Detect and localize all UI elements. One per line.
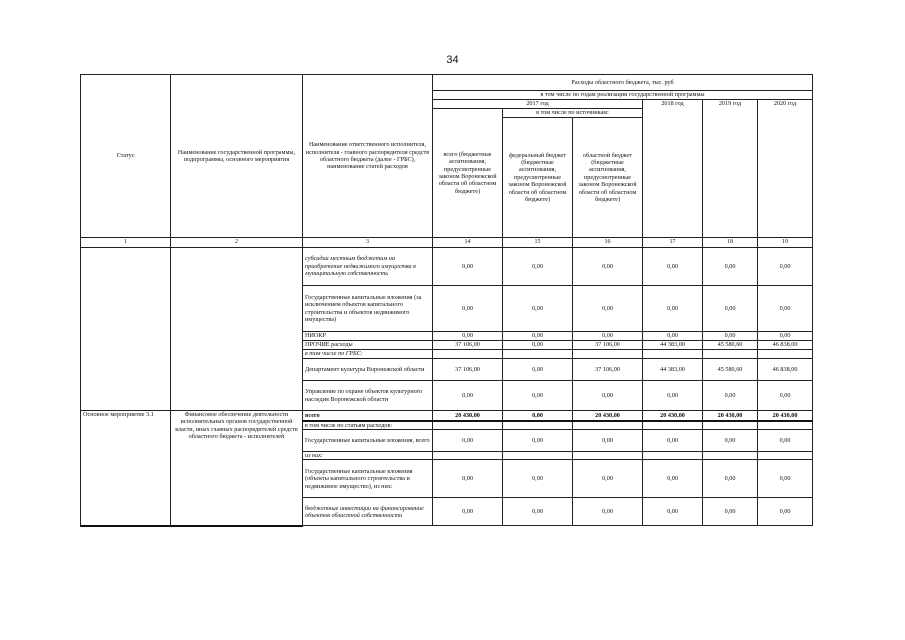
measure-status: Основное мероприятие 3.1	[81, 411, 171, 526]
cell-value	[758, 452, 813, 460]
colnum-3: 3	[303, 238, 433, 248]
cell-value: 0,00	[503, 381, 573, 411]
status-cell-empty	[81, 248, 171, 411]
row-label: Департамент культуры Воронежской области	[303, 359, 433, 381]
cell-value: 0,00	[758, 286, 813, 332]
cell-value: 37 106,00	[573, 359, 643, 381]
cell-value: 20 430,00	[643, 411, 703, 421]
row-label: из них:	[303, 452, 433, 460]
cell-value: 0,00	[643, 381, 703, 411]
cell-value: 20 430,00	[758, 411, 813, 421]
row-label: в том числе по ГРБС:	[303, 350, 433, 359]
cell-value	[643, 421, 703, 430]
row-label: ПРОЧИЕ расходы	[303, 341, 433, 350]
cell-value	[433, 452, 503, 460]
cell-value: 0,00	[503, 248, 573, 286]
cell-value: 0,00	[503, 341, 573, 350]
measure-name: Финансовое обеспечение деятельности исполнительных органов государственной власти, иных главных распорядителей средств областного бюджета - исполнителей	[171, 411, 303, 526]
header-by-years: в том числе по годам реализации государственной программы	[433, 91, 813, 100]
cell-value: 20 430,00	[703, 411, 758, 421]
colnum-17: 17	[643, 238, 703, 248]
cell-value: 0,00	[703, 332, 758, 341]
header-budget-title: Расходы областного бюджета, тыс. руб	[433, 75, 813, 91]
cell-value: 0,00	[758, 332, 813, 341]
header-federal-col: федеральный бюджет (бюджетные ассигнования, предусмотренные законом Воронежской области об областном бюджете)	[503, 118, 573, 238]
cell-value: 0,00	[703, 381, 758, 411]
header-program-name: Наименование государственной программы, подпрограммы, основного мероприятия	[171, 75, 303, 238]
cell-value: 0,00	[643, 430, 703, 452]
cell-value: 0,00	[573, 460, 643, 498]
cell-value: 0,00	[758, 381, 813, 411]
header-regional-col: областной бюджет (бюджетные ассигнования, предусмотренные законом Воронежской области об областном бюджете)	[573, 118, 643, 238]
row-label: Управление по охране объектов культурного наследия Воронежской области	[303, 381, 433, 411]
row-label: Государственные капитальные вложения, всего	[303, 430, 433, 452]
cell-value: 0,00	[703, 498, 758, 526]
row-label: Государственные капитальные вложения (за исключением объектов капитального строительства и объектов недвижимого имущества)	[303, 286, 433, 332]
cell-value: 44 383,00	[643, 341, 703, 350]
cell-value: 45 580,60	[703, 359, 758, 381]
cell-value: 0,00	[573, 430, 643, 452]
row-label: всего	[303, 411, 433, 421]
header-year-2018: 2018 год	[643, 100, 703, 238]
colnum-2: 2	[171, 238, 303, 248]
cell-value: 0,00	[433, 286, 503, 332]
cell-value	[503, 350, 573, 359]
cell-value: 0,00	[503, 498, 573, 526]
cell-value	[503, 421, 573, 430]
cell-value	[573, 452, 643, 460]
cell-value: 46 838,00	[758, 341, 813, 350]
program-cell-empty	[171, 248, 303, 411]
cell-value: 0,00	[503, 430, 573, 452]
cell-value: 0,00	[703, 460, 758, 498]
header-executor: Наименование ответственного исполнителя, исполнителя - главного распорядителя средств областного бюджета (далее - ГРБС), наименование статей расходов	[303, 75, 433, 238]
colnum-18: 18	[703, 238, 758, 248]
row-label: субсидии местным бюджетам на приобретение недвижимого имущества в муниципальную собственность	[303, 248, 433, 286]
cell-value	[573, 350, 643, 359]
budget-table	[80, 74, 813, 527]
page-number: 34	[446, 54, 459, 66]
cell-value: 0,00	[503, 332, 573, 341]
cell-value: 0,00	[758, 248, 813, 286]
cell-value: 0,00	[643, 460, 703, 498]
cell-value: 37 106,00	[433, 359, 503, 381]
colnum-19: 19	[758, 238, 813, 248]
colnum-14: 14	[433, 238, 503, 248]
cell-value: 46 838,00	[758, 359, 813, 381]
cell-value	[643, 350, 703, 359]
table-row	[81, 248, 813, 286]
row-label: бюджетные инвестиции на финансирование объектов областной собственности	[303, 498, 433, 526]
cell-value: 0,00	[703, 430, 758, 452]
cell-value: 0,00	[758, 430, 813, 452]
cell-value: 37 106,00	[433, 341, 503, 350]
cell-value: 0,00	[573, 332, 643, 341]
cell-value: 0,00	[503, 286, 573, 332]
cell-value: 0,00	[703, 286, 758, 332]
cell-value	[433, 350, 503, 359]
header-year-2019: 2019 год	[703, 100, 758, 238]
header-total-col: всего (бюджетные ассигнования, предусмотренные законом Воронежской области об областном бюджете)	[433, 109, 503, 238]
cell-value: 0,00	[573, 248, 643, 286]
cell-value: 0,00	[643, 332, 703, 341]
colnum-16: 16	[573, 238, 643, 248]
cell-value: 0,00	[643, 248, 703, 286]
cell-value: 0,00	[643, 498, 703, 526]
row-label: в том числе по статьям расходов:	[303, 421, 433, 430]
header-by-sources: в том числе по источникам:	[503, 109, 643, 118]
cell-value: 0,00	[758, 460, 813, 498]
cell-value: 0,00	[433, 381, 503, 411]
cell-value: 20 430,00	[573, 411, 643, 421]
row-label: Государственные капитальные вложения (объекты капитального строительства и недвижимое имущество), из них:	[303, 460, 433, 498]
cell-value	[703, 350, 758, 359]
cell-value: 0,00	[503, 359, 573, 381]
cell-value	[503, 452, 573, 460]
colnum-15: 15	[503, 238, 573, 248]
cell-value: 0,00	[503, 460, 573, 498]
header-year-2017: 2017 год	[433, 100, 643, 109]
row-label: НИОКР	[303, 332, 433, 341]
cell-value: 0,00	[433, 430, 503, 452]
cell-value: 0,00	[573, 286, 643, 332]
cell-value	[643, 452, 703, 460]
cell-value: 20 430,00	[433, 411, 503, 421]
header-year-2020: 2020 год	[758, 100, 813, 238]
header-status: Статус	[81, 75, 171, 238]
cell-value	[758, 350, 813, 359]
cell-value: 0,00	[573, 498, 643, 526]
cell-value: 44 383,00	[643, 359, 703, 381]
cell-value: 0,00	[643, 286, 703, 332]
cell-value: 0,00	[433, 248, 503, 286]
cell-value	[703, 421, 758, 430]
colnum-1: 1	[81, 238, 171, 248]
cell-value: 37 106,00	[573, 341, 643, 350]
cell-value: 45 580,60	[703, 341, 758, 350]
cell-value: 0,00	[433, 460, 503, 498]
cell-value	[573, 421, 643, 430]
table-row	[81, 411, 813, 421]
column-numbers-row	[81, 238, 813, 248]
cell-value	[758, 421, 813, 430]
cell-value	[703, 452, 758, 460]
cell-value: 0,00	[703, 248, 758, 286]
cell-value: 0,00	[433, 332, 503, 341]
cell-value	[433, 421, 503, 430]
cell-value: 0,00	[433, 498, 503, 526]
cell-value: 0,00	[503, 411, 573, 421]
cell-value: 0,00	[758, 498, 813, 526]
cell-value: 0,00	[573, 381, 643, 411]
